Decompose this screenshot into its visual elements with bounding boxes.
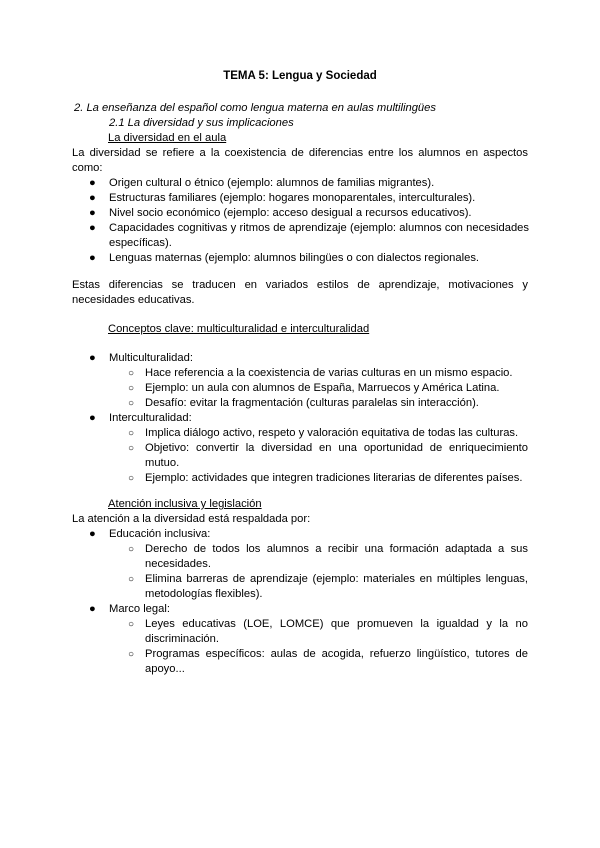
inclusive-intro: La atención a la diversidad está respaldada por: xyxy=(72,513,311,525)
sublist-item: ○ Objetivo: convertir la diversidad en una oportunidad de enriquecimiento mutuo. xyxy=(128,442,528,469)
bullet-icon: ● xyxy=(89,352,96,364)
sublist-item: ○ Ejemplo: actividades que integren tradiciones literarias de diferentes países. xyxy=(128,472,523,484)
bullet-icon: ● xyxy=(89,222,96,234)
diversity-conclusion: Estas diferencias se traducen en variados estilos de aprendizaje, motivaciones y necesidades educativas. xyxy=(72,279,528,306)
circle-bullet-icon: ○ xyxy=(128,544,135,555)
sublist-item: ○ Leyes educativas (LOE, LOMCE) que promueven la igualdad y la no discriminación. xyxy=(128,618,528,645)
sublist-item: ○ Desafío: evitar la fragmentación (culturas paralelas sin interacción). xyxy=(128,397,479,409)
list-item: ● Multiculturalidad: ○ Hace referencia a la coexistencia de varias culturas en un mismo espacio. ○ Ejemplo: un aula con alumnos de España, Marruecos y América Latina. ○ Desafío: evitar la fragmentación (culturas paralelas sin interacción). xyxy=(0,351,600,411)
key-concepts-list xyxy=(0,351,600,486)
heading-diversity: La diversidad en el aula xyxy=(108,132,227,144)
heading-key-concepts: Conceptos clave: multiculturalidad e interculturalidad xyxy=(108,323,370,335)
sublist xyxy=(0,366,600,411)
circle-bullet-icon: ○ xyxy=(128,619,135,630)
list-item: ● Estructuras familiares (ejemplo: hogares monoparentales, interculturales). xyxy=(89,192,476,204)
list-item: ● Educación inclusiva: ○ Derecho de todos los alumnos a recibir una formación adaptada a sus necesidades. ○ Elimina barreras de aprendizaje (ejemplo: materiales en múltiples lenguas, metodologías flexibles). xyxy=(0,527,600,602)
sublist-item: ○ Programas específicos: aulas de acogida, refuerzo lingüístico, tutores de apoyo... xyxy=(128,648,528,675)
bullet-icon: ● xyxy=(89,207,96,219)
list-item: ● Nivel socio económico (ejemplo: acceso desigual a recursos educativos). xyxy=(89,207,472,219)
document-title: TEMA 5: Lengua y Sociedad xyxy=(223,70,377,82)
bullet-icon: ● xyxy=(89,412,96,424)
heading-inclusive-attention: Atención inclusiva y legislación xyxy=(108,498,262,510)
bullet-icon: ● xyxy=(89,192,96,204)
list-item: ● Lenguas maternas (ejemplo: alumnos bilingües o con dialectos regionales. xyxy=(89,252,480,264)
bullet-icon: ● xyxy=(89,528,96,540)
bullet-icon: ● xyxy=(89,603,96,615)
diversity-list xyxy=(0,176,600,266)
sublist xyxy=(0,426,600,486)
inclusive-list xyxy=(0,527,600,677)
circle-bullet-icon: ○ xyxy=(128,383,135,394)
list-item: ● Interculturalidad: ○ Implica diálogo activo, respeto y valoración equitativa de todas las culturas. ○ Objetivo: convertir la diversidad en una oportunidad de enriquecimiento mutuo. ○ Ejemplo: actividades que integren tradiciones literarias de diferentes países. xyxy=(0,411,600,486)
list-item: ● Origen cultural o étnico (ejemplo: alumnos de familias migrantes). xyxy=(89,177,435,189)
bullet-icon: ● xyxy=(89,177,96,189)
sublist xyxy=(0,542,600,602)
circle-bullet-icon: ○ xyxy=(128,649,135,660)
subsection-heading: 2.1 La diversidad y sus implicaciones xyxy=(109,117,294,129)
section-heading: 2. La enseñanza del español como lengua materna en aulas multilingües xyxy=(74,102,436,114)
circle-bullet-icon: ○ xyxy=(128,473,135,484)
sublist-item: ○ Implica diálogo activo, respeto y valoración equitativa de todas las culturas. xyxy=(128,427,519,439)
sublist xyxy=(0,617,600,677)
sublist-item: ○ Derecho de todos los alumnos a recibir una formación adaptada a sus necesidades. xyxy=(128,543,528,570)
list-item: ● Capacidades cognitivas y ritmos de aprendizaje (ejemplo: alumnos con necesidades específicas). xyxy=(89,222,529,249)
sublist-item: ○ Hace referencia a la coexistencia de varias culturas en un mismo espacio. xyxy=(128,367,513,379)
sublist-item: ○ Ejemplo: un aula con alumnos de España, Marruecos y América Latina. xyxy=(128,382,500,394)
circle-bullet-icon: ○ xyxy=(128,428,135,439)
diversity-intro: La diversidad se refiere a la coexistencia de diferencias entre los alumnos en aspectos como: xyxy=(72,147,528,174)
circle-bullet-icon: ○ xyxy=(128,398,135,409)
bullet-icon: ● xyxy=(89,252,96,264)
circle-bullet-icon: ○ xyxy=(128,443,135,454)
list-item: ● Marco legal: ○ Leyes educativas (LOE, LOMCE) que promueven la igualdad y la no discriminación. ○ Programas específicos: aulas de acogida, refuerzo lingüístico, tutores de apoyo... xyxy=(0,602,600,677)
circle-bullet-icon: ○ xyxy=(128,574,135,585)
sublist-item: ○ Elimina barreras de aprendizaje (ejemplo: materiales en múltiples lenguas, metodologías flexibles). xyxy=(128,573,528,600)
circle-bullet-icon: ○ xyxy=(128,368,135,379)
